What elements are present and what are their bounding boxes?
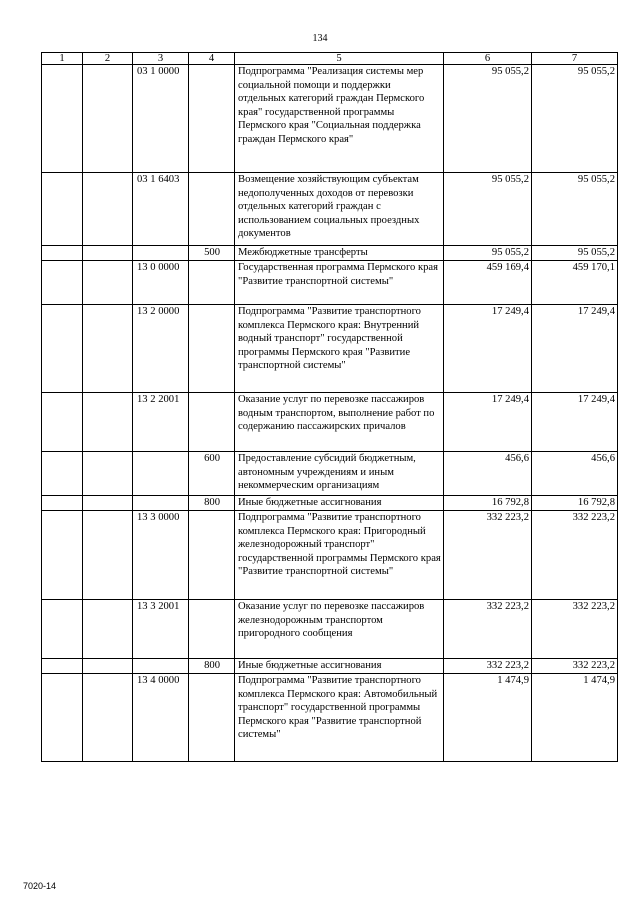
row-description: Подпрограмма "Развитие транспортного комплекса Пермского края: Автомобильный транспорт" государственной программы Пермского края "Развитие транспортной системы" bbox=[235, 674, 444, 762]
row-target-code: 13 3 0000 bbox=[133, 511, 189, 600]
row-target-code bbox=[133, 659, 189, 674]
header-cell-5: 5 bbox=[235, 53, 444, 65]
row-description: Подпрограмма "Развитие транспортного комплекса Пермского края: Внутренний водный транспорт" государственной программы Пермского края "Развитие транспортной системы" bbox=[235, 305, 444, 393]
table-row bbox=[42, 173, 618, 246]
row-amount-year1: 459 169,4 bbox=[444, 261, 532, 305]
row-target-code: 13 3 2001 bbox=[133, 600, 189, 659]
table-row bbox=[42, 496, 618, 511]
row-amount-year1: 17 249,4 bbox=[444, 305, 532, 393]
row-description: Иные бюджетные ассигнования bbox=[235, 496, 444, 511]
table-row bbox=[42, 452, 618, 496]
table-header-row bbox=[42, 53, 618, 65]
row-amount-year2: 16 792,8 bbox=[532, 496, 618, 511]
row-expense-type bbox=[189, 511, 235, 600]
row-description: Оказание услуг по перевозке пассажиров железнодорожным транспортом пригородного сообщения bbox=[235, 600, 444, 659]
row-section-cell bbox=[42, 393, 83, 452]
row-description: Предоставление субсидий бюджетным, автономным учреждениям и иным некоммерческим организациям bbox=[235, 452, 444, 496]
row-target-code bbox=[133, 246, 189, 261]
row-amount-year2: 456,6 bbox=[532, 452, 618, 496]
table-row bbox=[42, 659, 618, 674]
row-subsection-cell bbox=[83, 261, 133, 305]
table-row bbox=[42, 65, 618, 173]
row-section-cell bbox=[42, 261, 83, 305]
row-amount-year2: 1 474,9 bbox=[532, 674, 618, 762]
row-subsection-cell bbox=[83, 305, 133, 393]
table-row bbox=[42, 305, 618, 393]
budget-table bbox=[41, 52, 618, 762]
row-description: Подпрограмма "Реализация системы мер социальной помощи и поддержки отдельных категорий граждан Пермского края" государственной программы Пермского края "Социальная поддержка граждан Пермского края" bbox=[235, 65, 444, 173]
row-expense-type bbox=[189, 305, 235, 393]
row-amount-year1: 332 223,2 bbox=[444, 600, 532, 659]
header-cell-7: 7 bbox=[532, 53, 618, 65]
row-section-cell bbox=[42, 674, 83, 762]
row-expense-type bbox=[189, 173, 235, 246]
row-amount-year2: 95 055,2 bbox=[532, 173, 618, 246]
row-subsection-cell bbox=[83, 173, 133, 246]
row-target-code: 13 2 0000 bbox=[133, 305, 189, 393]
header-cell-4: 4 bbox=[189, 53, 235, 65]
row-description: Подпрограмма "Развитие транспортного комплекса Пермского края: Пригородный железнодорожный транспорт" государственной программы Пермского края "Развитие транспортной системы" bbox=[235, 511, 444, 600]
row-amount-year2: 332 223,2 bbox=[532, 600, 618, 659]
row-amount-year1: 456,6 bbox=[444, 452, 532, 496]
table-row bbox=[42, 600, 618, 659]
header-cell-1: 1 bbox=[42, 53, 83, 65]
row-amount-year2: 95 055,2 bbox=[532, 246, 618, 261]
row-amount-year1: 1 474,9 bbox=[444, 674, 532, 762]
row-amount-year1: 95 055,2 bbox=[444, 65, 532, 173]
row-subsection-cell bbox=[83, 674, 133, 762]
row-subsection-cell bbox=[83, 659, 133, 674]
row-section-cell bbox=[42, 511, 83, 600]
row-expense-type bbox=[189, 674, 235, 762]
row-subsection-cell bbox=[83, 393, 133, 452]
header-cell-3: 3 bbox=[133, 53, 189, 65]
row-amount-year2: 332 223,2 bbox=[532, 511, 618, 600]
row-section-cell bbox=[42, 496, 83, 511]
row-expense-type: 600 bbox=[189, 452, 235, 496]
row-description: Оказание услуг по перевозке пассажиров водным транспортом, выполнение работ по содержанию пассажирских причалов bbox=[235, 393, 444, 452]
row-section-cell bbox=[42, 173, 83, 246]
row-amount-year1: 17 249,4 bbox=[444, 393, 532, 452]
row-expense-type bbox=[189, 600, 235, 659]
row-description: Иные бюджетные ассигнования bbox=[235, 659, 444, 674]
row-expense-type: 500 bbox=[189, 246, 235, 261]
row-amount-year1: 332 223,2 bbox=[444, 511, 532, 600]
table-row bbox=[42, 511, 618, 600]
row-target-code: 13 2 2001 bbox=[133, 393, 189, 452]
row-amount-year1: 16 792,8 bbox=[444, 496, 532, 511]
row-amount-year1: 95 055,2 bbox=[444, 173, 532, 246]
row-amount-year1: 95 055,2 bbox=[444, 246, 532, 261]
table-row bbox=[42, 674, 618, 762]
table-row bbox=[42, 261, 618, 305]
row-target-code bbox=[133, 452, 189, 496]
row-amount-year2: 17 249,4 bbox=[532, 305, 618, 393]
row-expense-type: 800 bbox=[189, 496, 235, 511]
row-subsection-cell bbox=[83, 600, 133, 659]
row-amount-year1: 332 223,2 bbox=[444, 659, 532, 674]
row-description: Межбюджетные трансферты bbox=[235, 246, 444, 261]
row-expense-type bbox=[189, 261, 235, 305]
row-target-code bbox=[133, 496, 189, 511]
row-subsection-cell bbox=[83, 246, 133, 261]
row-section-cell bbox=[42, 600, 83, 659]
row-section-cell bbox=[42, 305, 83, 393]
row-target-code: 03 1 0000 bbox=[133, 65, 189, 173]
row-section-cell bbox=[42, 246, 83, 261]
row-target-code: 03 1 6403 bbox=[133, 173, 189, 246]
row-amount-year2: 95 055,2 bbox=[532, 65, 618, 173]
header-cell-2: 2 bbox=[83, 53, 133, 65]
row-amount-year2: 459 170,1 bbox=[532, 261, 618, 305]
page-number: 134 bbox=[312, 33, 328, 44]
table-row bbox=[42, 246, 618, 261]
row-target-code: 13 0 0000 bbox=[133, 261, 189, 305]
row-expense-type: 800 bbox=[189, 659, 235, 674]
row-section-cell bbox=[42, 65, 83, 173]
row-expense-type bbox=[189, 393, 235, 452]
row-subsection-cell bbox=[83, 511, 133, 600]
row-description: Возмещение хозяйствующим субъектам недополученных доходов от перевозки отдельных категорий граждан с использованием социальных проездных документов bbox=[235, 173, 444, 246]
row-expense-type bbox=[189, 65, 235, 173]
row-description: Государственная программа Пермского края "Развитие транспортной системы" bbox=[235, 261, 444, 305]
row-section-cell bbox=[42, 659, 83, 674]
header-cell-6: 6 bbox=[444, 53, 532, 65]
row-subsection-cell bbox=[83, 452, 133, 496]
row-target-code: 13 4 0000 bbox=[133, 674, 189, 762]
row-amount-year2: 332 223,2 bbox=[532, 659, 618, 674]
row-section-cell bbox=[42, 452, 83, 496]
row-subsection-cell bbox=[83, 65, 133, 173]
document-code: 7020-14 bbox=[23, 881, 57, 891]
table-row bbox=[42, 393, 618, 452]
row-amount-year2: 17 249,4 bbox=[532, 393, 618, 452]
row-subsection-cell bbox=[83, 496, 133, 511]
